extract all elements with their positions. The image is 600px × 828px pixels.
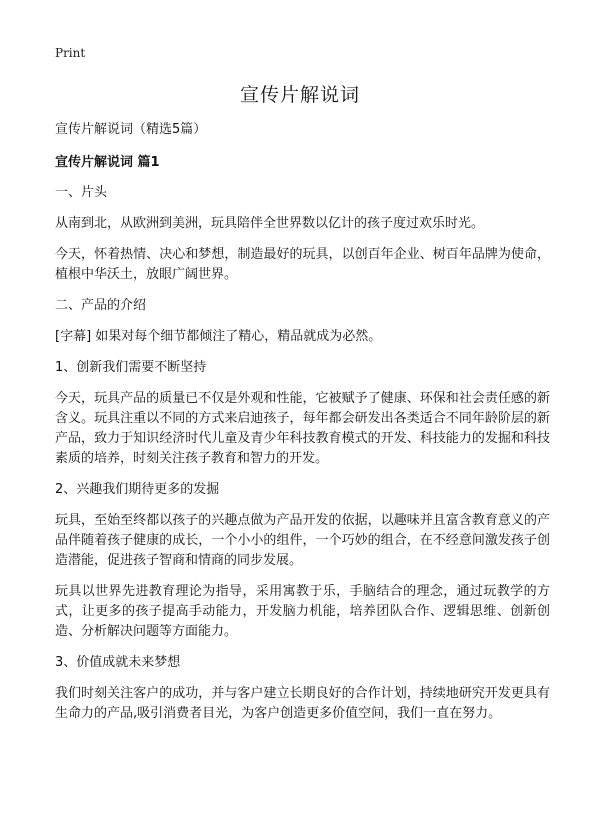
heading-opening: 一、片头: [55, 185, 108, 200]
heading-value: 3、价值成就未来梦想: [55, 655, 181, 670]
paragraph: 玩具以世界先进教育理论为指导，采用寓教于乐，手脑结合的理念，通过玩教学的方式，让更多的孩子提高手动能力，开发脑力机能，培养团队合作、逻辑思维、创新创造、分析解决问题等方面能力。: [55, 584, 550, 639]
paragraph: 今天，玩具产品的质量已不仅是外观和性能，它被赋予了健康、环保和社会责任感的新含义。玩具注重以不同的方式来启迪孩子，每年都会研发出各类适合不同年龄阶层的新产品，致力于知识经济时代儿童及青少年科技教育模式的开发、科技能力的发掘和科技素质的培养，时刻关注孩子教育和智力的开发。: [55, 391, 550, 466]
section-title: 宣传片解说词 篇1: [55, 155, 160, 170]
paragraph: [字幕] 如果对每个细节都倾注了精心，精品就成为必然。: [55, 329, 382, 344]
paragraph: 玩具，至始至终都以孩子的兴趣点做为产品开发的依据，以趣味并且富含教育意义的产品伴随着孩子健康的成长，一个小小的组件，一个巧妙的组合，在不经意间激发孩子创造潜能，促进孩子智商和情商的同步发展。: [55, 513, 550, 568]
document-body: [55, 120, 550, 735]
heading-innovation: 1、创新我们需要不断坚持: [55, 360, 207, 375]
paragraph: 今天，怀着热情、决心和梦想，制造最好的玩具，以创百年企业、树百年品牌为使命，植根中华沃土，放眼广阔世界。: [55, 247, 550, 282]
paragraph: 从南到北，从欧洲到美洲，玩具陪伴全世界数以亿计的孩子度过欢乐时光。: [55, 216, 485, 231]
document-subtitle: 宣传片解说词（精选5篇）: [55, 122, 207, 137]
heading-interest: 2、兴趣我们期待更多的发掘: [55, 482, 220, 497]
paragraph: 我们时刻关注客户的成功，并与客户建立长期良好的合作计划，持续地研究开发更具有生命力的产品,吸引消费者目光，为客户创造更多价值空间，我们一直在努力。: [55, 686, 550, 721]
heading-product-intro: 二、产品的介绍: [55, 298, 147, 313]
page-title: 宣传片解说词: [239, 84, 360, 106]
print-link[interactable]: Print: [55, 46, 86, 60]
